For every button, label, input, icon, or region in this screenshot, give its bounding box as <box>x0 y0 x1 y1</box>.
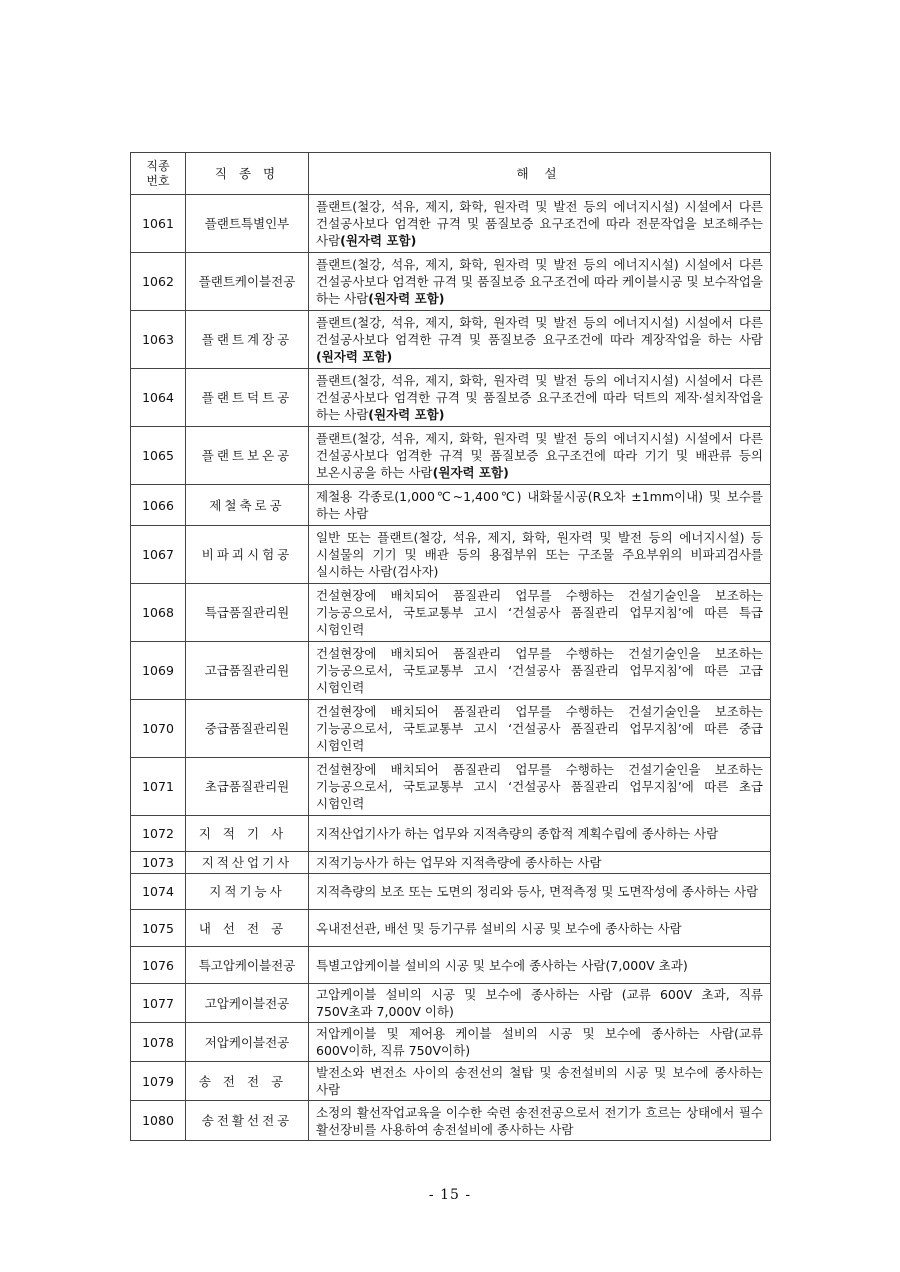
occupation-description <box>309 584 771 642</box>
occupation-number: 1080 <box>131 1101 186 1141</box>
occupation-description <box>309 1023 771 1062</box>
document-page <box>130 152 770 1141</box>
description-text: 저압케이블 및 제어용 케이블 설비의 시공 및 보수에 종사하는 사람(교류 600V이하, 직류 750V이하) <box>316 1026 763 1058</box>
occupation-name: 특고압케이블전공 <box>186 947 309 984</box>
header-occupation-name: 직 종 명 <box>186 153 309 195</box>
description-text: 건설현장에 배치되어 품질관리 업무를 수행하는 건설기술인을 보조하는 기능공으로서, 국토교통부 고시 ‘건설공사 품질관리 업무지침’에 따른 중급 시험인력 <box>316 704 763 753</box>
occupation-description <box>309 816 771 852</box>
occupation-description <box>309 427 771 485</box>
description-text: 플랜트(철강, 석유, 제지, 화학, 원자력 및 발전 등의 에너지시설) 시설에서 다른 건설공사보다 엄격한 규격 및 품질보증 요구조건에 따라 계장작업을 하는 사람 <box>316 315 763 347</box>
occupation-number: 1061 <box>131 195 186 253</box>
occupation-name: 고급품질관리원 <box>186 642 309 700</box>
table-row <box>131 984 771 1023</box>
occupation-number: 1073 <box>131 852 186 874</box>
description-emphasis: (원자력 포함) <box>316 349 393 364</box>
description-text: 플랜트(철강, 석유, 제지, 화학, 원자력 및 발전 등의 에너지시설) 시설에서 다른 건설공사보다 엄격한 규격 및 품질보증 요구조건에 따라 전문작업을 보조해주는 사람 <box>316 199 763 248</box>
description-text: 지적기능사가 하는 업무와 지적측량에 종사하는 사람 <box>316 855 602 870</box>
occupation-name: 플랜트덕트공 <box>186 369 309 427</box>
table-row <box>131 874 771 910</box>
table-row <box>131 947 771 984</box>
table-row <box>131 700 771 758</box>
description-text: 플랜트(철강, 석유, 제지, 화학, 원자력 및 발전 등의 에너지시설) 시설에서 다른 건설공사보다 엄격한 규격 및 품질보증 요구조건에 따라 기기 및 배관류 등의 보온시공을 하는 사람 <box>316 431 763 480</box>
occupation-name: 저압케이블전공 <box>186 1023 309 1062</box>
occupation-name: 플랜트계장공 <box>186 311 309 369</box>
occupation-name: 지적산업기사 <box>186 852 309 874</box>
description-text: 옥내전선관, 배선 및 등기구류 설비의 시공 및 보수에 종사하는 사람 <box>316 920 682 936</box>
occupation-description <box>309 195 771 253</box>
occupation-number: 1076 <box>131 947 186 984</box>
description-text: 발전소와 변전소 사이의 송전선의 철탑 및 송전설비의 시공 및 보수에 종사하는 사람 <box>316 1065 763 1097</box>
occupation-description <box>309 984 771 1023</box>
table-row <box>131 1023 771 1062</box>
occupation-number: 1062 <box>131 253 186 311</box>
occupation-name: 플랜트특별인부 <box>186 195 309 253</box>
occupation-description <box>309 947 771 984</box>
table-row <box>131 369 771 427</box>
occupation-number: 1078 <box>131 1023 186 1062</box>
occupation-number: 1063 <box>131 311 186 369</box>
table-header-row <box>131 153 771 195</box>
occupation-number: 1065 <box>131 427 186 485</box>
occupation-number: 1075 <box>131 910 186 947</box>
occupation-name: 지적기능사 <box>186 874 309 910</box>
description-text: 건설현장에 배치되어 품질관리 업무를 수행하는 건설기술인을 보조하는 기능공으로서, 국토교통부 고시 ‘건설공사 품질관리 업무지침’에 따른 초급 시험인력 <box>316 762 763 811</box>
description-text: 건설현장에 배치되어 품질관리 업무를 수행하는 건설기술인을 보조하는 기능공으로서, 국토교통부 고시 ‘건설공사 품질관리 업무지침’에 따른 특급 시험인력 <box>316 588 763 637</box>
occupation-number: 1077 <box>131 984 186 1023</box>
description-text: 플랜트(철강, 석유, 제지, 화학, 원자력 및 발전 등의 에너지시설) 시설에서 다른 건설공사보다 엄격한 규격 및 품질보증 요구조건에 따라 케이블시공 및 보수작업을 하는 사람 <box>316 257 763 306</box>
occupation-number: 1070 <box>131 700 186 758</box>
occupation-description <box>309 1101 771 1141</box>
description-text: 제철용 각종로(1,000℃~1,400℃) 내화물시공(R오차 ±1mm이내) 및 보수를 하는 사람 <box>316 489 763 521</box>
occupation-description <box>309 526 771 584</box>
occupation-name: 중급품질관리원 <box>186 700 309 758</box>
occupation-number: 1071 <box>131 758 186 816</box>
description-text: 소정의 활선작업교육을 이수한 숙련 송전전공으로서 전기가 흐르는 상태에서 필수 활선장비를 사용하여 송전설비에 종사하는 사람 <box>316 1104 763 1137</box>
table-row <box>131 195 771 253</box>
occupation-number: 1064 <box>131 369 186 427</box>
table-row <box>131 910 771 947</box>
occupation-description <box>309 758 771 816</box>
occupation-name: 플랜트케이블전공 <box>186 253 309 311</box>
occupation-description <box>309 910 771 947</box>
occupation-description <box>309 700 771 758</box>
table-row <box>131 311 771 369</box>
occupation-name: 비파괴시험공 <box>186 526 309 584</box>
occupation-name: 고압케이블전공 <box>186 984 309 1023</box>
occupation-description <box>309 485 771 526</box>
occupation-name: 제철축로공 <box>186 485 309 526</box>
table-row <box>131 758 771 816</box>
occupation-name: 지적기사 <box>186 816 309 852</box>
occupation-description <box>309 369 771 427</box>
table-row <box>131 1062 771 1101</box>
table-row <box>131 584 771 642</box>
header-description: 해 설 <box>309 153 771 195</box>
occupation-description <box>309 1062 771 1101</box>
occupation-name: 송전전공 <box>186 1062 309 1101</box>
description-emphasis: (원자력 포함) <box>340 233 417 248</box>
occupation-number: 1072 <box>131 816 186 852</box>
description-emphasis: (원자력 포함) <box>368 291 445 306</box>
table-row <box>131 816 771 852</box>
table-row <box>131 427 771 485</box>
description-text: 건설현장에 배치되어 품질관리 업무를 수행하는 건설기술인을 보조하는 기능공으로서, 국토교통부 고시 ‘건설공사 품질관리 업무지침’에 따른 고급 시험인력 <box>316 646 763 695</box>
occupation-description <box>309 852 771 874</box>
occupation-description <box>309 253 771 311</box>
table-row <box>131 852 771 874</box>
description-emphasis: (원자력 포함) <box>368 407 445 422</box>
description-text: 고압케이블 설비의 시공 및 보수에 종사하는 사람 (교류 600V 초과, 직류 750V초과 7,000V 이하) <box>316 987 763 1019</box>
occupation-description <box>309 874 771 910</box>
description-emphasis: (원자력 포함) <box>432 465 509 480</box>
occupation-name: 내선전공 <box>186 910 309 947</box>
table-row <box>131 253 771 311</box>
occupation-description <box>309 642 771 700</box>
occupation-name: 특급품질관리원 <box>186 584 309 642</box>
occupation-number: 1067 <box>131 526 186 584</box>
table-row <box>131 642 771 700</box>
table-row <box>131 526 771 584</box>
description-text: 플랜트(철강, 석유, 제지, 화학, 원자력 및 발전 등의 에너지시설) 시설에서 다른 건설공사보다 엄격한 규격 및 품질보증 요구조건에 따라 덕트의 제작·설치작업을 하는 사람 <box>316 373 763 422</box>
occupation-table <box>130 152 771 1141</box>
occupation-number: 1066 <box>131 485 186 526</box>
description-text: 지적산업기사가 하는 업무와 지적측량의 종합적 계획수립에 종사하는 사람 <box>316 826 719 841</box>
description-text: 특별고압케이블 설비의 시공 및 보수에 종사하는 사람(7,000V 초과) <box>316 957 688 973</box>
header-occupation-number: 직종 번호 <box>131 153 186 195</box>
occupation-number: 1068 <box>131 584 186 642</box>
occupation-name: 플랜트보온공 <box>186 427 309 485</box>
occupation-number: 1079 <box>131 1062 186 1101</box>
description-text: 일반 또는 플랜트(철강, 석유, 제지, 화학, 원자력 및 발전 등의 에너지시설) 등 시설물의 기기 및 배관 등의 용접부위 또는 구조물 주요부위의 비파괴검사를 실시하는 사람(검사자) <box>316 530 763 579</box>
occupation-description <box>309 311 771 369</box>
table-row <box>131 1101 771 1141</box>
occupation-number: 1069 <box>131 642 186 700</box>
page-number: - 15 - <box>428 1187 472 1203</box>
occupation-number: 1074 <box>131 874 186 910</box>
table-row <box>131 485 771 526</box>
occupation-name: 송전활선전공 <box>186 1101 309 1141</box>
occupation-name: 초급품질관리원 <box>186 758 309 816</box>
description-text: 지적측량의 보조 또는 도면의 정리와 등사, 면적측정 및 도면작성에 종사하는 사람 <box>316 884 759 899</box>
